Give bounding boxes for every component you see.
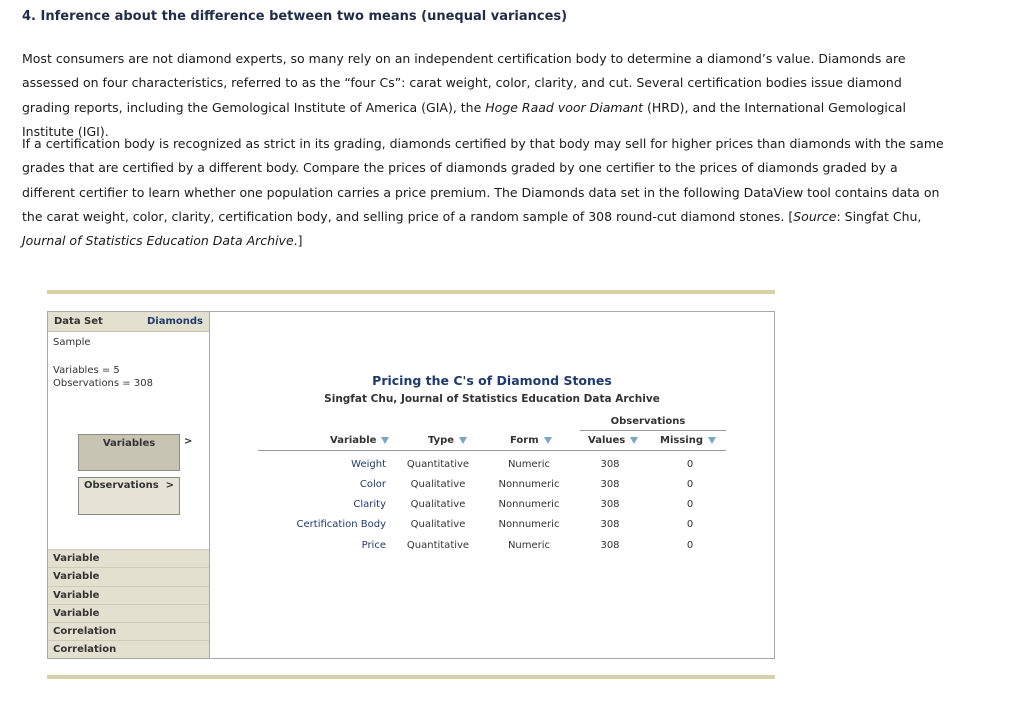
bottom-divider: [47, 675, 775, 679]
dataset-value[interactable]: Diamonds: [147, 316, 203, 327]
para1-text-a: Most consumers are not diamond experts, so many rely on an independent certification body to determine a diamond’s value. Diamonds are assessed on four characteristics, referred to as the “four Cs”: carat weight, color, clarity, and cut. Several certification bodies issue diamond grading reports, including the Gemological Institute of America (GIA), the: [22, 51, 906, 115]
table-cell-form: Nonnumeric: [498, 519, 560, 530]
analysis-list: [48, 549, 209, 658]
para1-italic: Hoge Raad voor Diamant: [485, 99, 644, 115]
variables-button[interactable]: [78, 434, 180, 471]
dataview-tool: [47, 311, 775, 659]
section-heading: 4. Inference about the difference between two means (unequal variances): [22, 9, 568, 24]
observations-button-label: Observations >: [83, 480, 175, 491]
para2-journal: Journal of Statistics Education Data Archive: [22, 233, 294, 249]
table-cell-missing: 0: [686, 459, 694, 470]
list-item[interactable]: Variable: [48, 586, 209, 604]
list-item[interactable]: Variable: [48, 549, 209, 567]
table-cell-variable[interactable]: Certification Body: [296, 519, 386, 530]
para2-text-b: : Singfat Chu,: [836, 208, 922, 224]
list-item[interactable]: Variable: [48, 567, 209, 585]
list-item[interactable]: Correlation: [48, 622, 209, 640]
table-cell-form: Nonnumeric: [498, 479, 560, 490]
dataset-selector[interactable]: [48, 312, 209, 332]
table-cell-values: 308: [600, 459, 620, 470]
table-cell-form: Numeric: [507, 540, 551, 551]
table-cell-values: 308: [600, 519, 620, 530]
table-cell-missing: 0: [686, 479, 694, 490]
col-header-form[interactable]: Form: [510, 435, 552, 446]
list-item[interactable]: Variable: [48, 604, 209, 622]
para2-text-c: .]: [293, 233, 303, 249]
task-paragraph: [22, 132, 952, 253]
col-header-type[interactable]: Type: [428, 435, 467, 446]
col-header-missing[interactable]: Missing: [660, 435, 716, 446]
table-cell-type: Quantitative: [406, 540, 470, 551]
observations-arrow-icon: >: [165, 480, 175, 491]
sample-label: Sample: [53, 337, 91, 348]
dataview-sidebar: [48, 312, 210, 658]
variables-arrow-icon: >: [184, 436, 193, 447]
para2-text-a: If a certification body is recognized as strict in its grading, diamonds certified by that body may sell for higher prices than diamonds with the same grades that are certified by a different body. Compare the prices of diamonds graded by one certifier to the prices of diamonds graded by a different certifier to learn whether one population carries a price premium. The Diamonds data set in the following DataView tool contains data on the carat weight, color, clarity, certification body, and selling price of a random sample of 308 round-cut diamond stones. [: [22, 136, 944, 224]
top-divider: [47, 290, 775, 294]
table-cell-variable[interactable]: Price: [361, 540, 386, 551]
table-cell-variable[interactable]: Clarity: [353, 499, 386, 510]
dataset-summary: [53, 364, 153, 390]
table-title: Pricing the C's of Diamond Stones: [372, 373, 612, 388]
table-cell-form: Numeric: [507, 459, 551, 470]
table-cell-form: Nonnumeric: [498, 499, 560, 510]
header-divider: [258, 450, 726, 451]
intro-paragraph: [22, 47, 952, 144]
table-cell-variable[interactable]: Weight: [351, 459, 386, 470]
observations-group-line: [580, 430, 726, 431]
col-header-variable[interactable]: Variable: [330, 435, 389, 446]
table-cell-values: 308: [600, 540, 620, 551]
para2-source-label: Source: [793, 208, 837, 224]
sort-triangle-icon[interactable]: [459, 437, 467, 444]
sort-triangle-icon[interactable]: [544, 437, 552, 444]
observations-group-header: Observations: [610, 416, 686, 427]
table-cell-missing: 0: [686, 519, 694, 530]
table-cell-type: Qualitative: [410, 479, 466, 490]
list-item[interactable]: Correlation: [48, 640, 209, 658]
table-cell-type: Quantitative: [406, 459, 470, 470]
dataset-label: Data Set: [54, 316, 103, 327]
sort-triangle-icon[interactable]: [708, 437, 716, 444]
table-cell-values: 308: [600, 479, 620, 490]
observations-count: Observations = 308: [53, 378, 153, 389]
sort-triangle-icon[interactable]: [630, 437, 638, 444]
table-cell-missing: 0: [686, 540, 694, 551]
dataview-main-panel: [210, 312, 774, 658]
para1-text-b: (HRD), and the International Gemological Institute (IGI).: [22, 99, 906, 139]
sort-triangle-icon[interactable]: [381, 437, 389, 444]
table-cell-missing: 0: [686, 499, 694, 510]
variables-button-label: Variables: [102, 438, 156, 449]
table-subtitle: Singfat Chu, Journal of Statistics Education Data Archive: [324, 393, 660, 405]
variables-count: Variables = 5: [53, 365, 120, 376]
observations-button[interactable]: [78, 477, 180, 515]
table-cell-variable[interactable]: Color: [359, 479, 386, 490]
table-cell-type: Qualitative: [410, 519, 466, 530]
table-cell-values: 308: [600, 499, 620, 510]
col-header-values[interactable]: Values: [588, 435, 638, 446]
table-cell-type: Qualitative: [410, 499, 466, 510]
